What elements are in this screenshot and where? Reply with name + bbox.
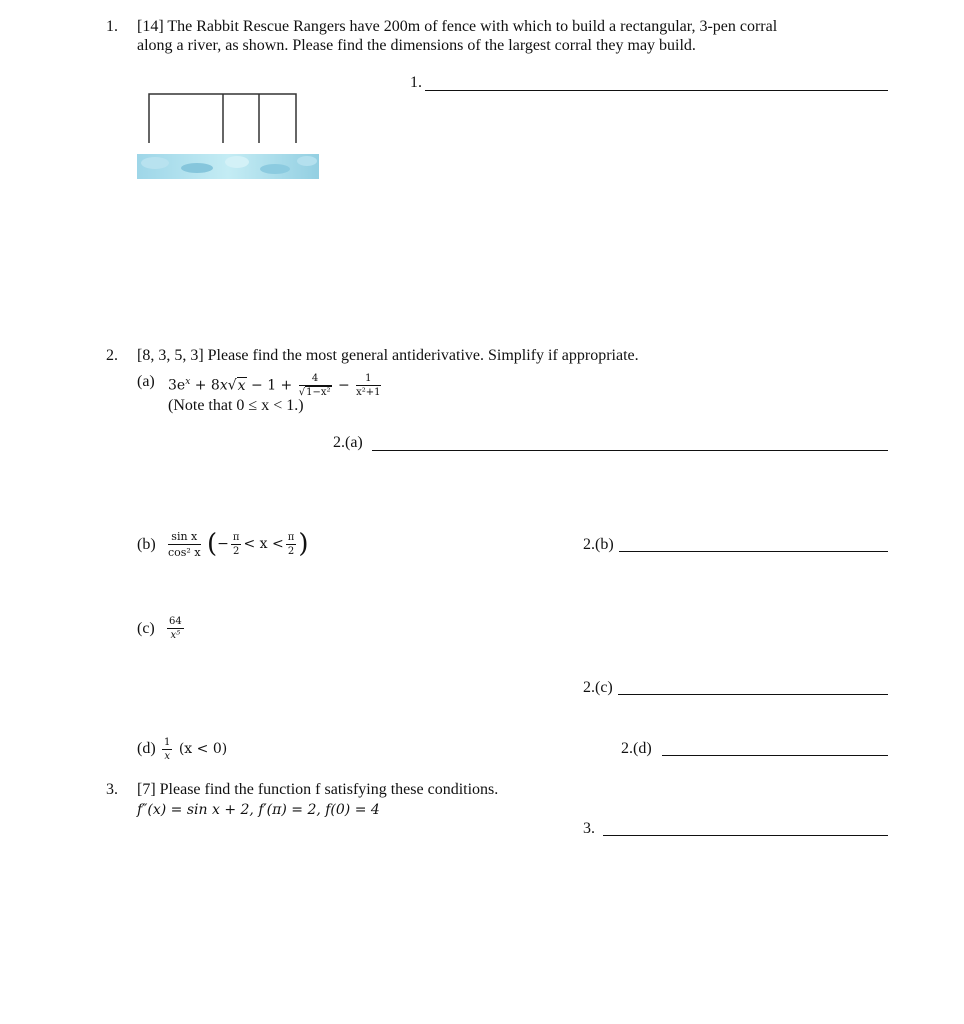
q2c-answer-label: 2.(c) — [583, 679, 613, 696]
q2d-label: (d) — [137, 740, 156, 757]
river-ripple — [141, 157, 169, 169]
q2b-neg-pi-frac — [231, 532, 242, 557]
q1-text-line2: along a river, as shown. Please find the dimensions of the largest corral they may build. — [137, 37, 696, 54]
q2a-minus: − — [337, 377, 350, 394]
q2d-expression — [160, 733, 227, 765]
q2b-pi-frac — [286, 532, 297, 557]
q2a-expression: $3e^x + 8x√x - 1$ + $\frac{4}{\text{√1−x²}}$ − $\frac{1}{\text{x²+1}}$ — [168, 373, 381, 399]
q2b-two-left: 2 — [232, 545, 240, 557]
q2c-expression — [165, 612, 186, 644]
q1-text-line1: [14] The Rabbit Rescue Rangers have 200m of fence with which to build a rectangular, 3-pen corral — [137, 18, 778, 35]
q2a-note: (Note that 0 ≤ x < 1.) — [168, 397, 304, 414]
q2b-answer-label: 2.(b) — [583, 536, 614, 553]
q2b-lt-x-lt: < x < — [243, 536, 284, 552]
q2a-label: (a) — [137, 373, 155, 390]
q2b-pi-left: π — [232, 531, 240, 543]
q2d-num: 1 — [164, 736, 171, 748]
q2a-frac1-den: 1−x² — [306, 387, 331, 399]
q2c-frac — [167, 616, 184, 641]
q2a-frac2 — [356, 373, 380, 398]
q1-answer-line[interactable] — [425, 90, 888, 91]
q2a-plus8: + 8 — [190, 377, 220, 394]
q3-answer-line[interactable] — [603, 835, 888, 836]
q3-conditions: f″(x) = sin x + 2, f′(π) = 2, f(0) = 4 — [137, 802, 380, 818]
q2a-answer-label: 2.(a) — [333, 434, 363, 451]
q2b-expression: $\frac{\text{sin x}}{\text{cos² x}}$ (− $\frac{\pi}{2}$ < x < $\frac{\pi}{2}$ ) — [168, 529, 309, 559]
q2c-den: x⁵ — [170, 629, 181, 641]
q2-text: [8, 3, 5, 3] Please find the most general antiderivative. Simplify if appropriate. — [137, 347, 639, 364]
q2d-frac — [162, 737, 172, 762]
q2c-label: (c) — [137, 620, 155, 637]
q2a-minus1: − 1 + — [246, 377, 293, 394]
q2a-frac1-num: 4 — [299, 373, 332, 386]
q2d-answer-label: 2.(d) — [621, 740, 652, 757]
river-ripple — [260, 164, 290, 174]
q2d-den: x — [164, 750, 170, 762]
q2a-frac2-den: x²+1 — [356, 387, 381, 399]
q2b-frac — [168, 530, 201, 559]
q2b-label: (b) — [137, 536, 156, 553]
river — [137, 154, 319, 179]
q2b-answer-line[interactable] — [619, 551, 888, 552]
q3-text: [7] Please find the function f satisfying these conditions. — [137, 781, 499, 798]
q2d-answer-line[interactable] — [662, 755, 888, 756]
river-ripple — [297, 156, 317, 166]
q2a-frac1: $\frac{4}{\text{√1−x²}}$ — [298, 373, 331, 399]
q2a-term-lead: 3e — [168, 377, 186, 394]
river-ripple — [181, 163, 213, 173]
q3-answer-label: 3. — [583, 820, 595, 837]
q2d-condition: (x < 0) — [178, 741, 228, 757]
q2a-answer-line[interactable] — [372, 450, 888, 451]
q2c-answer-line[interactable] — [618, 694, 888, 695]
corral-diagram — [135, 90, 321, 182]
q2c-num: 64 — [169, 615, 182, 627]
q2-number: 2. — [106, 347, 118, 364]
q2a-frac2-num: 1 — [356, 373, 380, 386]
q2a-exponent: x — [185, 377, 191, 387]
q2a-sqrt-x: x — [237, 377, 246, 394]
q2b-num: sin x — [168, 530, 201, 545]
q2b-pi-right: π — [287, 531, 295, 543]
q2b-den: cos² x — [168, 545, 201, 559]
q3-number: 3. — [106, 781, 118, 798]
q2b-neg: − — [217, 536, 229, 552]
q1-answer-label: 1. — [410, 74, 422, 91]
river-ripple — [225, 156, 249, 168]
fence — [149, 94, 296, 143]
q2b-two-right: 2 — [287, 545, 295, 557]
q1-number: 1. — [106, 18, 118, 35]
q2a-x: x — [219, 377, 228, 394]
